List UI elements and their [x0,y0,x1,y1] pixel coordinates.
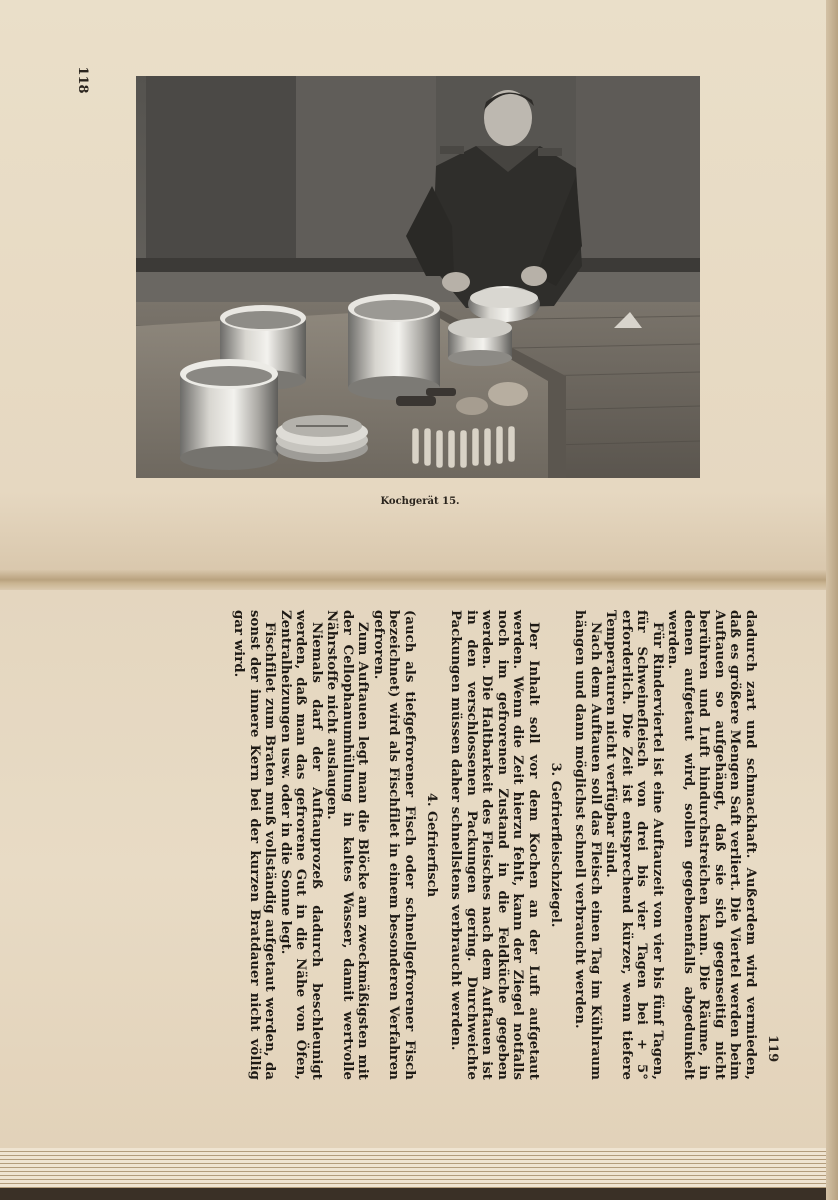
paragraph: Der Inhalt soll vor dem Kochen an der Luft aufgetaut werden. Wenn die Zeit hierzu fehlt, kann der Ziegel notfalls noch im gefrorenen Zustand in die Feldküche gegeben werden. Die Haltbarkeit des Fleisches nach dem Auftauen ist in den verschlossenen Packungen gering. Durchweichte Packungen müssen daher schnellstens verbraucht werden. [448,610,541,1080]
photo-caption: Kochgerät 15. [380,496,460,507]
paragraph: Niemals darf der Auftauprozeß dadurch beschleunigt werden, daß man das gefrorene Gut in die Nähe von Öfen, Zentralheizungen usw. oder in die Sonne legt. [278,610,324,1080]
page-number-119: 119 [765,1035,780,1063]
cookware-photograph [136,76,700,478]
book-gutter [0,570,838,592]
paragraph: Fischfilet zum Braten muß vollständig aufgetaut werden, da sonst der innere Kern bei der kurzen Bratdauer nicht völlig gar wird. [231,610,278,1080]
section-heading-4: 4. Gefrierfisch [424,792,439,898]
paragraph: Für Rinderviertel ist eine Auftauzeit von vier bis fünf Tagen, für Schweinefleisch von drei bis vier Tagen bei + 5° erforderlich. Die Zeit ist entsprechend kürzer, wenn tiefere Temperaturen nicht verfügbar sind. [603,610,665,1080]
text-column [231,610,758,1080]
section-heading-3: 3. Gefrierfleischziegel. [548,762,563,928]
paragraph: dadurch zart und schmackhaft. Außerdem wird vermieden, daß es größere Mengen Saft verliert. Die Viertel werden beim Auftauen so aufgehängt, daß sie sich gegenseitig nicht berühren und Luft hindurchstreichen kann. Die Räume, in denen aufgetaut wird, sollen gegebenenfalls abgedunkelt werden. [665,610,758,1080]
paragraph: Zum Auftauen legt man die Blöcke am zweckmäßigsten mit der Cellophanumhüllung in kaltes Wasser, damit wertvolle Nährstoffe nicht auslaugen. [324,610,371,1080]
page-number-118: 118 [75,66,90,94]
table-surface [0,1188,838,1200]
paragraph: (auch als tiefgefrorener Fisch oder schnellgefrorener Fisch bezeichnet) wird als Fischfilet in einem besonderen Verfahren gefroren. [371,610,417,1080]
page-119-text-block [100,610,780,1080]
paragraph: Nach dem Auftauen soll das Fleisch einen Tag im Kühlraum hängen und dann möglichst schnell verbraucht werden. [572,610,603,1080]
book-edge [826,0,838,1200]
